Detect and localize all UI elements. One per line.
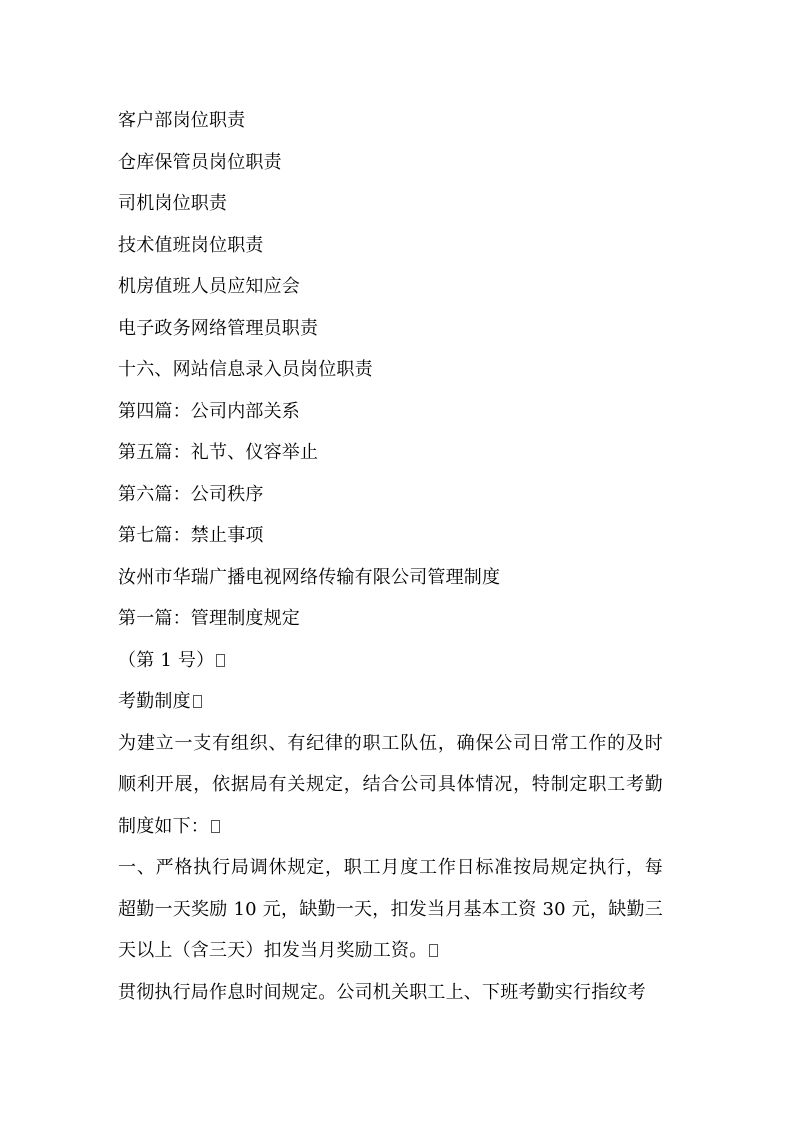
body-paragraph: 为建立一支有组织、有纪律的职工队伍，确保公司日常工作的及时顺利开展，依据局有关规定，结合公司具体情况，特制定职工考勤制度如下： [118, 732, 663, 837]
toc-line: 第五篇：礼节、仪容举止 [118, 442, 319, 463]
section-heading: 第一篇：管理制度规定 [118, 608, 300, 629]
toc-line: 技术值班岗位职责 [118, 234, 264, 256]
body-paragraph: 一、严格执行局调休规定，职工月度工作日标准按局规定执行，每超勤一天奖励 10 元，缺勤一天，扣发当月基本工资 30 元，缺勤三天以上（含三天）扣发当月奖励工资。 [118, 857, 663, 961]
toc-line: 司机岗位职责 [118, 193, 228, 214]
document-number: （第 1 号） [118, 640, 663, 682]
body-paragraph: 贯彻执行局作息时间规定。公司机关职工上、下班考勤实行指纹考 [118, 981, 646, 1003]
paragraph-mark-icon [193, 695, 202, 708]
toc-line: 仓库保管员岗位职责 [118, 151, 282, 173]
toc-line: 第六篇：公司秩序 [118, 483, 264, 505]
toc-line: 第四篇：公司内部关系 [118, 400, 300, 422]
document-page [118, 100, 663, 1013]
toc-line: 电子政务网络管理员职责 [118, 317, 319, 339]
subsection-heading: 考勤制度 [118, 681, 663, 723]
paragraph-mark-icon [216, 654, 225, 667]
toc-line: 客户部岗位职责 [118, 110, 246, 131]
paragraph-mark-icon [429, 944, 438, 957]
toc-line: 第七篇：禁止事项 [118, 525, 264, 546]
document-title: 汝州市华瑞广播电视网络传输有限公司管理制度 [118, 566, 501, 588]
toc-line: 机房值班人员应知应会 [118, 276, 300, 297]
paragraph-mark-icon [211, 820, 220, 833]
toc-line: 十六、网站信息录入员岗位职责 [118, 359, 373, 380]
